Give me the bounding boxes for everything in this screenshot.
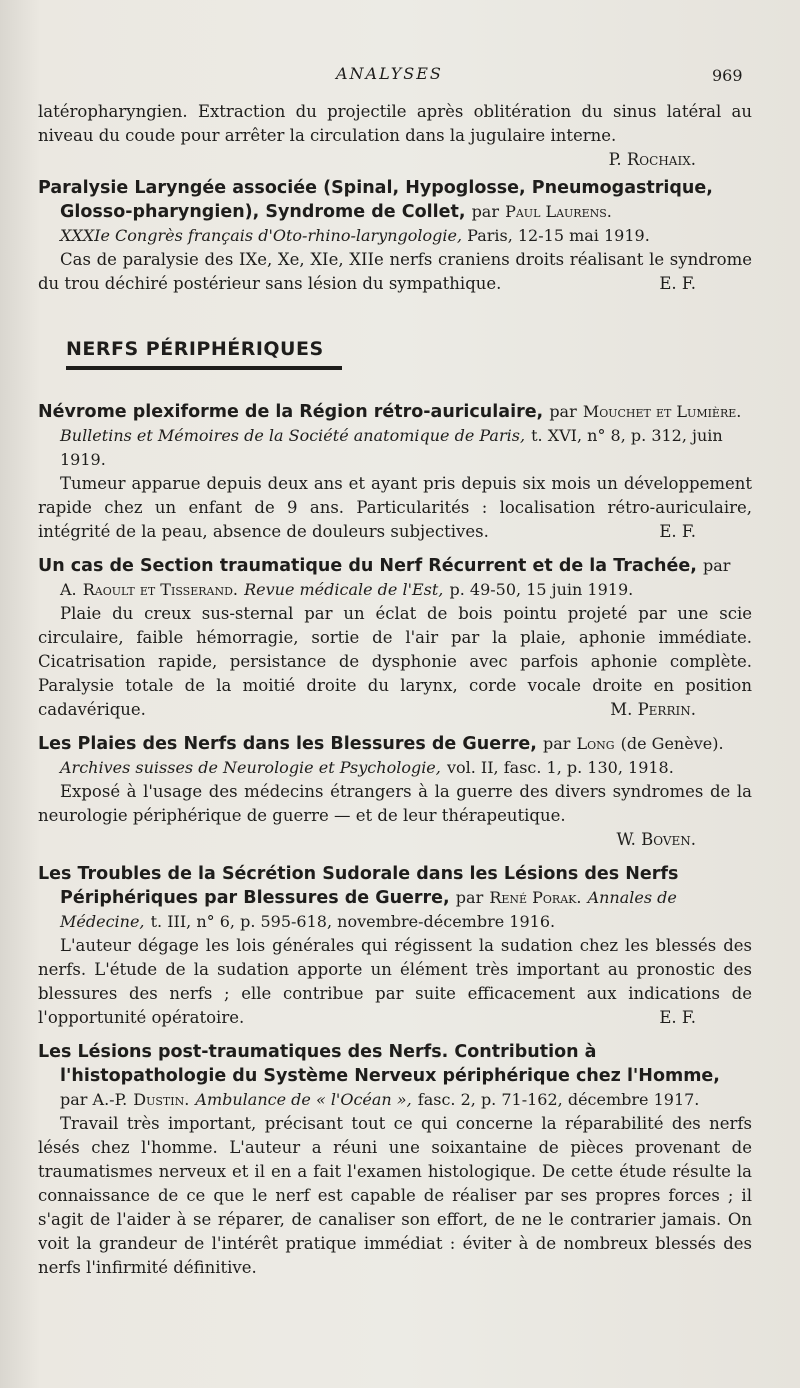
signature: W. Boven.: [616, 830, 696, 849]
section-heading: NERFS PÉRIPHÉRIQUES: [66, 338, 342, 370]
signature: P. Rochaix.: [608, 150, 696, 169]
article-abstract: Exposé à l'usage des médecins étrangers à la guerre des divers syndromes de la neurologie périphérique de guerre — et de leur thérapeutique.: [38, 782, 752, 825]
signature: E. F.: [659, 1008, 696, 1027]
article-title: Les Lésions post-traumatiques des Nerfs. Contribution à l'histopathologie du Système Nerveux périphérique chez l'Homme, par A.-P. Dustin. Ambulance de « l'Océan », fasc. 2, p. 71-162, décembre 1917.: [38, 1042, 720, 1109]
article-title: Paralysie Laryngée associée (Spinal, Hypoglosse, Pneumogastrique, Glosso-pharyngien), Syndrome de Collet, par Paul Laurens.: [38, 178, 713, 222]
article-paralysie-laryngee: [38, 176, 752, 296]
section-rule: [66, 366, 342, 370]
article-author: René Porak.: [489, 888, 582, 907]
article-title: Les Troubles de la Sécrétion Sudorale dans les Lésions des Nerfs Périphériques par Blessures de Guerre, par René Porak. Annales de Médecine, t. III, n° 6, p. 595-618, novembre-décembre 1916.: [38, 864, 679, 931]
page-body: [38, 100, 752, 1280]
article-secretion-sudorale: [38, 862, 752, 1030]
running-title: ANALYSES: [336, 64, 443, 83]
article-nerf-recurrent: [38, 554, 752, 722]
article-author: Dustin.: [133, 1090, 190, 1109]
continued-text: latéropharyngien. Extraction du projectile après oblitération du sinus latéral au niveau du coude pour arrêter la circulation dans la jugulaire interne.: [38, 102, 752, 145]
article-source: Annales de Médecine,: [60, 888, 677, 931]
article-lesions-post-traumatiques: [38, 1040, 752, 1280]
article-abstract: Tumeur apparue depuis deux ans et ayant pris depuis six mois un développement rapide chez un enfant de 9 ans. Particularités : localisation rétro-auriculaire, intégrité de la peau, absence de douleurs subjectives. E. F.: [38, 472, 752, 544]
article-author: Long: [576, 734, 615, 753]
article-abstract: L'auteur dégage les lois générales qui régissent la sudation chez les blessés des nerfs. L'étude de la sudation apporte un élément très important au pronostic des blessures des nerfs ; elle contribue par suite efficacement aux indications de l'opportunité opératoire. E. F.: [38, 934, 752, 1030]
article-abstract: Cas de paralysie des IXe, Xe, XIe, XIIe nerfs craniens droits réalisant le syndrome du trou déchiré postérieur sans lésion du sympathique. E. F.: [38, 248, 752, 296]
article-title: Un cas de Section traumatique du Nerf Récurrent et de la Trachée, par A. Raoult et Tisserand. Revue médicale de l'Est, p. 49-50, 15 juin 1919.: [38, 556, 731, 599]
article-title: Les Plaies des Nerfs dans les Blessures de Guerre, par Long (de Genève). Archives suisses de Neurologie et Psychologie, vol. II, fasc. 1, p. 130, 1918.: [38, 734, 724, 777]
page-header: [0, 64, 800, 86]
continued-article: [38, 100, 752, 172]
page-number: 969: [712, 66, 743, 85]
article-author: Mouchet et Lumière.: [582, 402, 742, 421]
article-source: Archives suisses de Neurologie et Psychologie,: [60, 758, 441, 777]
article-plaies-des-nerfs: [38, 732, 752, 852]
signature: E. F.: [659, 522, 696, 541]
signature: M. Perrin.: [610, 700, 696, 719]
article-source: Revue médicale de l'Est,: [244, 580, 444, 599]
article-abstract: Plaie du creux sus-sternal par un éclat de bois pointu projeté par une scie circulaire, faible hémorragie, sortie de l'air par la plaie, aphonie immédiate. Cicatrisation rapide, persistance de dysphonie avec parfois aphonie complète. Paralysie totale de la moitié droite du larynx, corde vocale droite en position cadavérique. M. Perrin.: [38, 602, 752, 722]
article-source: Bulletins et Mémoires de la Société anatomique de Paris,: [60, 426, 526, 445]
article-author: Raoult et Tisserand.: [82, 580, 238, 599]
signature: E. F.: [659, 274, 696, 293]
article-author: Paul Laurens.: [505, 202, 612, 221]
article-source: Ambulance de « l'Océan »,: [195, 1090, 412, 1109]
article-title: Névrome plexiforme de la Région rétro-auriculaire, par Mouchet et Lumière. Bulletins et Mémoires de la Société anatomique de Paris, t. XVI, n° 8, p. 312, juin 1919.: [38, 402, 742, 469]
article-nevrome: [38, 400, 752, 544]
article-citation: XXXIe Congrès français d'Oto-rhino-laryngologie, Paris, 12-15 mai 1919.: [60, 226, 650, 245]
article-abstract: Travail très important, précisant tout ce qui concerne la réparabilité des nerfs lésés chez l'homme. L'auteur a réuni une soixantaine de pièces provenant de traumatismes nerveux et il en a fait l'examen histologique. De cette étude résulte la connaissance de ce que le nerf est capable de réaliser par ses propres forces ; il s'agit de l'aider à se réparer, de canaliser son effort, de ne le contrarier jamais. On voit la grandeur de l'intérêt pratique immédiat : éviter à de nombreux blessés des nerfs l'infirmité définitive.: [38, 1114, 752, 1277]
